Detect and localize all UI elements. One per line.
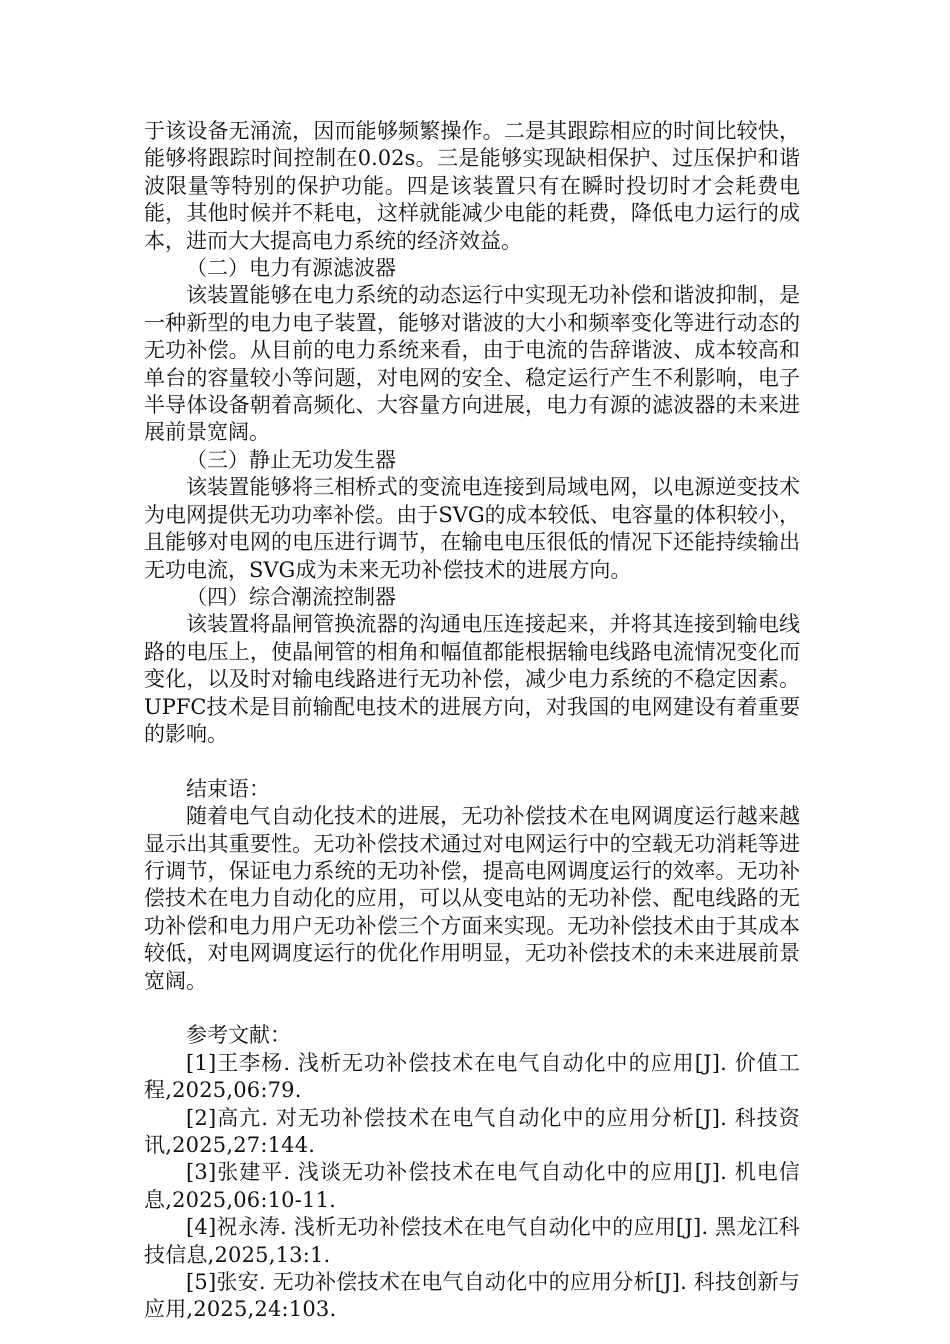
reference-item: [2]高亢. 对无功补偿技术在电气自动化中的应用分析[J]. 科技资讯,2025,27:144. — [144, 1105, 800, 1157]
paragraph-upfc: 该装置将晶闸管换流器的沟通电压连接起来，并将其连接到输电线路的电压上，使晶闸管的相角和幅值都能根据输电线路电流情况变化而变化，以及时对输电线路进行无功补偿，减少电力系统的不稳定因素。UPFC技术是目前输配电技术的进展方向，对我国的电网建设有着重要的影响。 — [144, 612, 800, 746]
spacer — [144, 995, 800, 1022]
section-heading-svg: （三）静止无功发生器 — [186, 447, 396, 472]
section-heading-active-filter: （二）电力有源滤波器 — [186, 256, 396, 281]
paragraph-svg: 该装置能够将三相桥式的变流电连接到局域电网，以电源逆变技术为电网提供无功功率补偿。由于SVG的成本较低、电容量的体积较小，且能够对电网的电压进行调节，在输电电压很低的情况下还能持续输出无功电流，SVG成为未来无功补偿技术的进展方向。 — [144, 475, 800, 582]
paragraph-active-filter: 该装置能够在电力系统的动态运行中实现无功补偿和谐波抑制，是一种新型的电力电子装置，能够对谐波的大小和频率变化等进行动态的无功补偿。从目前的电力系统来看，由于电流的告辞谐波、成本较高和单台的容量较小等问题，对电网的安全、稳定运行产生不利影响，电子半导体设备朝着高频化、大容量方向进展，电力有源的滤波器的未来进展前景宽阔。 — [144, 283, 800, 445]
reference-item: [5]张安. 无功补偿技术在电气自动化中的应用分析[J]. 科技创新与应用,2025,24:103. — [144, 1270, 800, 1322]
intro-paragraph: 于该设备无涌流，因而能够频繁操作。二是其跟踪相应的时间比较快，能够将跟踪时间控制在0.02s。三是能够实现缺相保护、过压保护和谐波限量等特别的保护功能。四是该装置只有在瞬时投切时才会耗费电能，其他时候并不耗电，这样就能减少电能的耗费，降低电力运行的成本，进而大大提高电力系统的经济效益。 — [144, 119, 800, 253]
section-heading-upfc: （四）综合潮流控制器 — [186, 584, 396, 609]
spacer — [144, 748, 800, 775]
reference-item: [4]祝永涛. 浅析无功补偿技术在电气自动化中的应用[J]. 黑龙江科技信息,2025,13:1. — [144, 1215, 800, 1267]
reference-item: [1]王李杨. 浅析无功补偿技术在电气自动化中的应用[J]. 价值工程,2025,06:79. — [144, 1050, 800, 1103]
references-heading: 参考文献： — [186, 1023, 291, 1048]
reference-item: [3]张建平. 浅谈无功补偿技术在电气自动化中的应用[J]. 机电信息,2025,06:10-11. — [144, 1160, 800, 1212]
conclusion-text: 随着电气自动化技术的进展，无功补偿技术在电网调度运行越来越显示出其重要性。无功补偿技术通过对电网运行中的空载无功消耗等进行调节，保证电力系统的无功补偿，提高电网调度运行的效率。无功补偿技术在电力自动化的应用，可以从变电站的无功补偿、配电线路的无功补偿和电力用户无功补偿三个方面来实现。无功补偿技术由于其成本较低，对电网调度运行的优化作用明显，无功补偿技术的未来进展前景宽阔。 — [144, 804, 800, 993]
conclusion-heading: 结束语： — [186, 776, 270, 801]
document-page — [144, 118, 800, 1324]
